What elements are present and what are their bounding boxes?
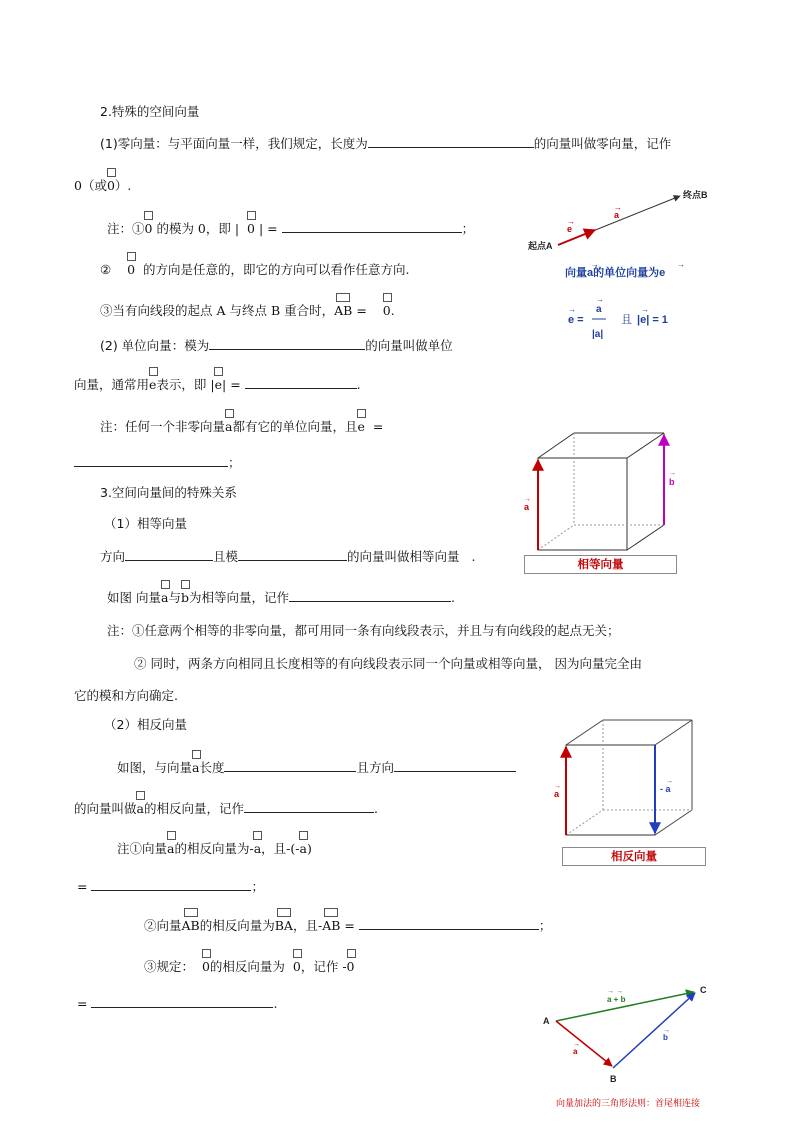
zero-vector-label: (1)零向量 [100,136,156,151]
e-label: e [567,224,573,234]
svg-text:→: → [554,783,561,790]
unit-caption: 向量a的单位向量为e [565,267,666,279]
blank-negative-zero[interactable] [91,995,273,1008]
opposite-note2: ②向量 AB的相反向量为 BA，且- AB = ； [144,917,551,934]
formula-denominator: |a| [592,329,604,340]
b-vec-label: b [663,1033,668,1042]
vector-ab-symbol: AB [182,918,200,934]
formula-numerator: a [596,304,602,315]
sum-label: a + b [607,995,626,1004]
zero-vector-symbol: 0 [107,178,115,194]
blank-equal-modulus[interactable] [238,548,347,561]
opposite-note1: 注①向量 a的相反向量为- a，且-(- a) [117,841,312,857]
a-vec-label: a [573,1047,578,1056]
opposite-note1-answer: = ； [77,879,264,894]
blank-opposite-length[interactable] [224,759,356,772]
svg-text:→: → [641,305,649,314]
svg-text:→: → [677,260,685,269]
unit-vector-line1: (2) 单位向量：模为 的向量叫做单位 [100,338,453,353]
zero-vector-symbol: 0 [293,959,301,975]
zero-text1: ：与平面向量一样，我们规定，长度为 [155,136,368,151]
zero-note1: 注：① 0 的模为 0，即 | 0 | = ； [107,220,474,237]
blank-equal-notation[interactable] [289,589,451,602]
opposite-vectors-caption: 相反向量 [562,847,706,866]
zero-vector-symbol: 0 [127,262,135,278]
b-arrow [613,993,695,1068]
svg-text:→: → [596,295,604,304]
point-b-label: B [610,1074,617,1084]
triangle-rule-caption: 向量加法的三角形法则：首尾相连接 [556,1099,701,1109]
formula-e: e = [568,314,584,326]
formula-abs-e: |e| = 1 [637,314,668,326]
triangle-rule-figure [535,980,720,1090]
a-vector-symbol: a [137,801,144,817]
a-vector-symbol: a [161,590,168,606]
equal-vector-label: （1）相等向量 [104,516,187,531]
svg-text:→: → [573,1041,580,1048]
end-point-label: 终点B [683,190,708,200]
svg-text:→ →: → → [607,988,623,995]
unit-note-answer: ； [74,454,241,471]
zero-note3: ③当有向线段的起点 A 与终点 B 重合时， AB = 0. [100,303,395,319]
vector-ab-symbol: AB [334,303,352,319]
svg-text:→: → [669,470,676,477]
zero-vector-line1 [100,135,671,152]
blank-opposite-notation[interactable] [244,800,374,813]
svg-text:→: → [567,217,575,226]
equal-note2: ② 同时，两条方向相同且长度相等的有向线段表示同一个向量或相等向量， 因为向量完全由 [134,656,642,671]
opposite-vector-label: （2）相反向量 [104,717,187,732]
zero-vector-symbol: 0 [247,221,255,237]
zero-vector-symbol: 0 [347,959,355,975]
unit-vector-line2: 向量，通常用 e表示，即 | e| = . [74,376,361,393]
a-vector-symbol: a [192,760,199,776]
svg-text:→: → [666,778,673,785]
vector-ba-symbol: BA [275,918,293,934]
blank-zero-length[interactable] [368,135,534,148]
svg-text:→: → [591,260,599,269]
a-arrow [556,1021,612,1066]
zero-vector-symbol: 0 [202,959,210,975]
equal-vectors-caption: 相等向量 [524,555,677,574]
blank-unit-modulus[interactable] [209,337,365,350]
blank-opposite-direction[interactable] [394,759,516,772]
unit-note: 注：任何一个非零向量 a都有它的单位向量，且 e = [100,419,383,435]
point-c-label: C [700,985,707,995]
vector-a-label: a [554,789,560,799]
zero-text3: 0（或 [74,178,107,193]
unit-vector-figure [520,180,720,340]
opposite-note3-answer: = . [77,996,278,1011]
a-vector-symbol: a [254,841,261,857]
zero-vector-line2 [74,178,131,194]
opposite-vectors-figure [540,715,710,845]
opposite-line1: 如图，与向量 a长度 且方向 [117,759,516,776]
a-vector-symbol: a [299,841,306,857]
vector-b-label: b [669,477,675,487]
unit-vector-label: (2) 单位向量 [100,338,172,353]
opposite-line2: 的向量叫做 a的相反向量，记作 . [74,800,378,817]
blank-double-negative[interactable] [91,878,251,891]
svg-text:→: → [524,496,531,503]
equal-fig-line: 如图 向量 a与 b为相等向量，记作 . [107,589,455,606]
svg-text:→: → [663,1027,670,1034]
zero-text2: 的向量叫做零向量，记作 [533,136,672,151]
equal-note3: 它的模和方向确定. [74,688,178,703]
a-vector-symbol: a [225,419,232,435]
svg-text:→: → [568,305,576,314]
equal-line1: 方向 且模 的向量叫做相等向量 . [100,549,476,564]
zero-note2: ② 0 的方向是任意的，即它的方向可以看作任意方向. [100,262,410,278]
point-a-label: A [543,1016,550,1026]
blank-unit-value[interactable] [245,376,357,389]
vector-ab-symbol: AB [322,918,340,934]
formula-and: 且 [621,314,632,326]
start-point-label: 起点A [528,241,553,251]
blank-negative-ab[interactable] [359,917,539,930]
vector-neg-a-label: - a [660,784,671,794]
unit-e-arrow [558,230,595,245]
b-vector-symbol: b [181,590,189,606]
zero-text4: ）. [114,178,132,193]
equal-vectors-figure [510,425,690,560]
equal-note1: 注：①任意两个相等的非零向量，都可用同一条有向线段表示，并且与有向线段的起点无关； [107,623,620,638]
vector-a-label: a [524,502,530,512]
zero-vector-symbol: 0 [145,221,153,237]
e-vector-symbol: e [357,419,364,435]
section2-title: 2.特殊的空间向量 [100,104,200,119]
e-vector-symbol: e [215,377,222,393]
zero-vector-symbol: 0 [383,303,391,319]
blank-unit-formula[interactable] [74,454,228,467]
a-label: a [614,210,620,220]
svg-text:→: → [614,203,622,212]
section3-title: 3.空间向量间的特殊关系 [100,485,237,500]
e-vector-symbol: e [149,377,156,393]
a-vector-symbol: a [167,841,174,857]
blank-zero-modulus[interactable] [282,220,462,233]
blank-equal-direction[interactable] [125,548,213,561]
opposite-note3: ③规定： 0的相反向量为 0，记作 - 0 [144,959,355,975]
